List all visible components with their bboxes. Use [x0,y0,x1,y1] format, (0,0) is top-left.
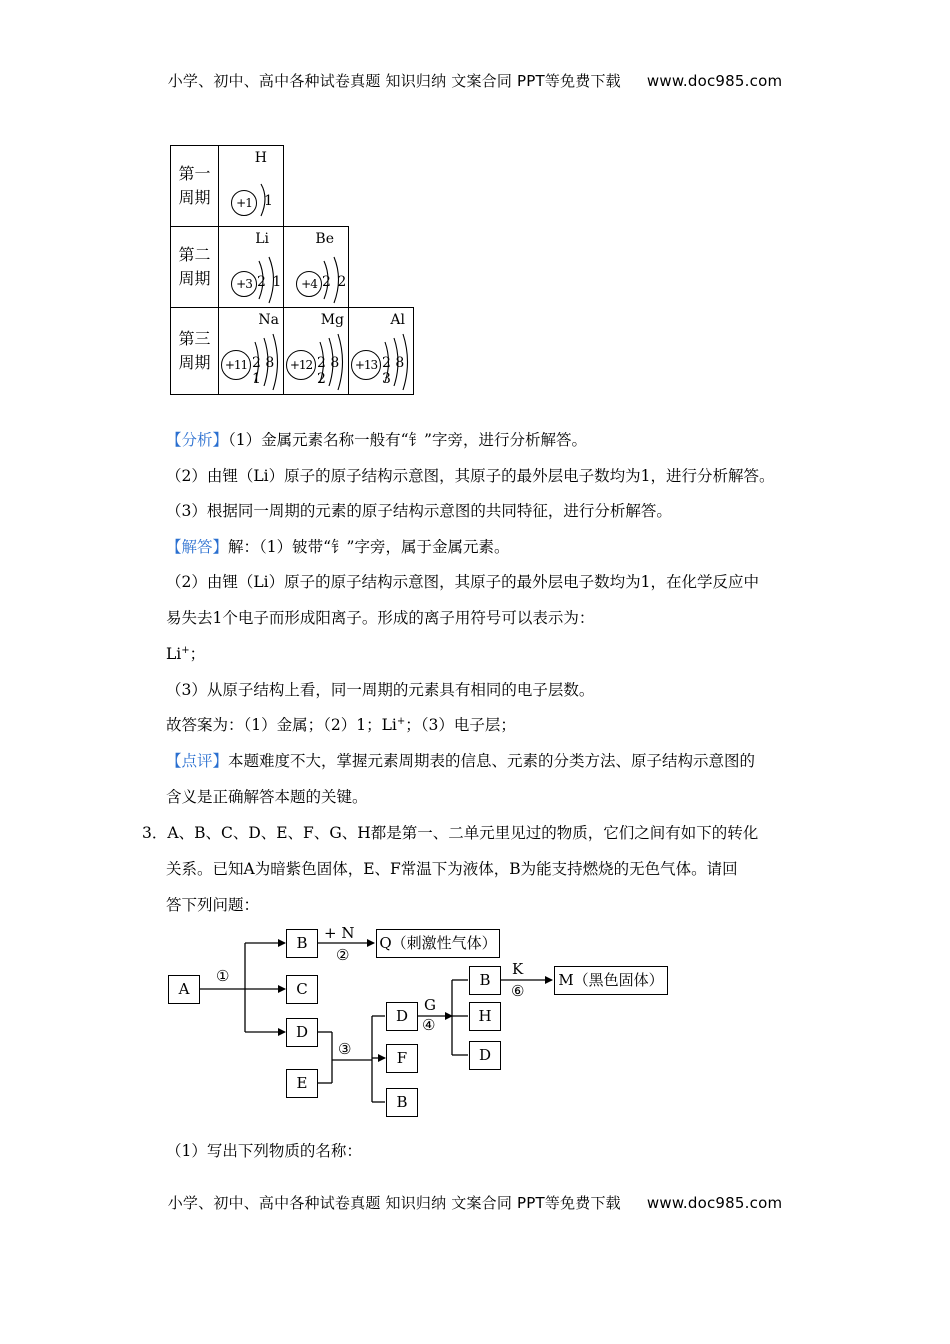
electron-shells: 1 [264,193,274,209]
analysis-line: （3）根据同一周期的元素的原子结构示意图的共同特征，进行分析解答。 [166,502,672,520]
solution-line: 易失去1个电子而形成阳离子。形成的离子用符号可以表示为： [166,609,595,627]
header-url[interactable]: www.doc985.com [646,72,783,90]
solution-tag: 【解答】 [166,538,229,556]
node-D: D [386,1002,418,1031]
solution-line: （2）由锂（Li）原子的原子结构示意图，其原子的最外层电子数均为1，在化学反应中 [166,573,759,591]
node-B: B [469,966,501,995]
step-3-label: ③ [338,1040,352,1058]
nucleus: +3 [231,271,257,297]
footer-text: 小学、初中、高中各种试卷真题 知识归纳 文案合同 PPT等免费下载 [167,1194,621,1212]
period-label: 第一周期 [171,146,219,227]
step-1-label: ① [216,967,230,985]
step-6-label: ⑥ [511,982,525,1000]
element-symbol: Mg [320,312,344,328]
node-H: H [469,1002,501,1031]
element-symbol: Al [390,312,405,328]
nucleus: +1 [231,190,257,216]
question-number: 3． [142,824,168,842]
electron-shells: 2 8 3 [382,355,405,387]
node-D: D [469,1041,501,1070]
footer-url[interactable]: www.doc985.com [646,1194,783,1212]
question-line: 答下列问题： [166,896,260,914]
nucleus: +4 [296,271,322,297]
node-B: B [386,1088,418,1117]
period-label: 第三周期 [171,308,219,395]
electron-shells: 2 2 [322,274,348,290]
ion-symbol: Li+； [166,645,206,663]
question-line: 3．A、B、C、D、E、F、G、H都是第一、二单元里见过的物质，它们之间有如下的转化 [142,824,759,842]
node-A: A [168,975,200,1004]
solution-line: （3）从原子结构上看，同一周期的元素具有相同的电子层数。 [166,681,595,699]
header-text: 小学、初中、高中各种试卷真题 知识归纳 文案合同 PPT等免费下载 [167,72,621,90]
step-2-label: ② [336,946,350,964]
sub-question: （1）写出下列物质的名称： [166,1142,362,1160]
element-symbol: H [254,150,267,166]
node-Q: Q（刺激性气体） [376,929,500,958]
reagent-K-label: K [512,960,524,978]
analysis-tag: 【分析】 [166,431,229,449]
nucleus: +13 [351,350,381,380]
element-symbol: Na [258,312,279,328]
comment-tag: 【点评】 [166,752,229,770]
nucleus: +12 [286,350,316,380]
node-M: M（黑色固体） [554,966,668,995]
node-D: D [286,1018,318,1047]
step-4-label: ④ [422,1016,436,1034]
electron-shells: 2 1 [257,274,283,290]
node-E: E [286,1069,318,1098]
node-B: B [286,929,318,958]
question-line: 关系。已知A为暗紫色固体，E、F常温下为液体，B为能支持燃烧的无色气体。请回 [166,860,738,878]
node-C: C [286,975,318,1004]
element-symbol: Be [315,231,334,247]
node-F: F [386,1044,418,1073]
analysis-line: （2）由锂（Li）原子的原子结构示意图，其原子的最外层电子数均为1，进行分析解答。 [166,467,775,485]
analysis-line: 【分析】（1）金属元素名称一般有“钅”字旁，进行分析解答。 [166,431,587,449]
answer-line: 故答案为：（1）金属；（2）1；Li+；（3）电子层； [166,716,516,734]
comment-line: 【点评】本题难度不大，掌握元素周期表的信息、元素的分类方法、原子结构示意图的 [166,752,756,770]
electron-shells: 2 8 2 [317,355,340,387]
reagent-G-label: G [424,996,436,1014]
comment-line: 含义是正确解答本题的关键。 [166,788,368,806]
reagent-N-label: + N [324,924,355,942]
electron-shells: 2 8 1 [252,355,275,387]
period-label: 第二周期 [171,227,219,308]
solution-line: 【解答】解：（1）铍带“钅”字旁，属于金属元素。 [166,538,510,556]
nucleus: +11 [221,350,251,380]
element-symbol: Li [255,231,269,247]
